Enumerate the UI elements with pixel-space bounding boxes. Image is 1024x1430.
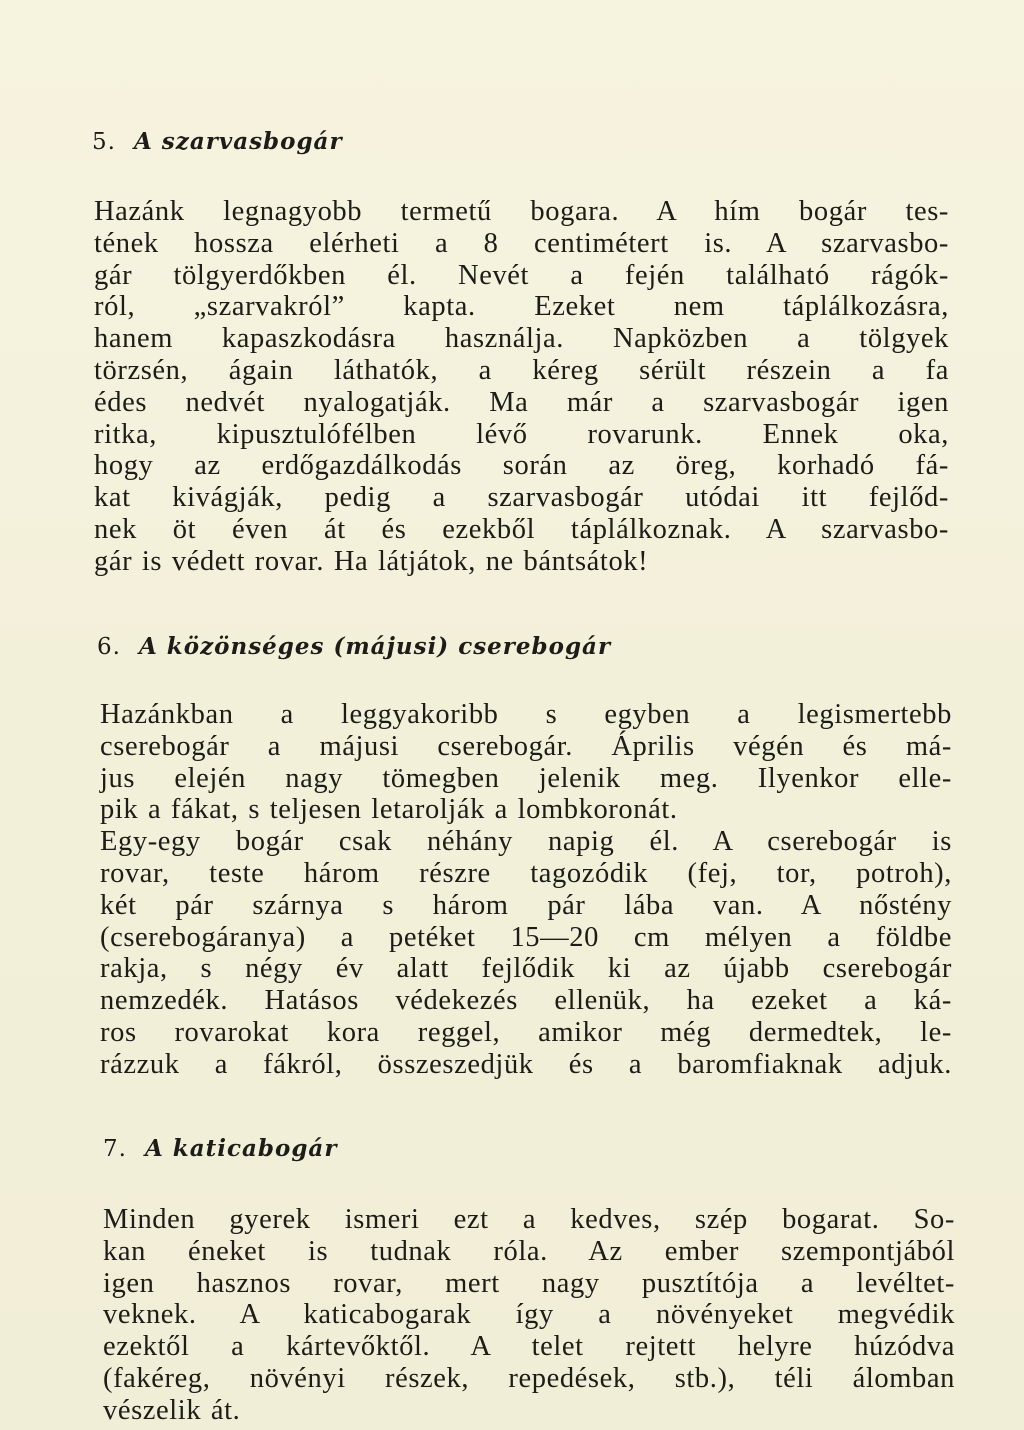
body-line: ritka, kipusztulófélben lévő rovarunk. Ennek oka, bbox=[94, 418, 949, 450]
body-line: ros rovarokat kora reggel, amikor még dermedtek, le- bbox=[100, 1016, 952, 1048]
section-body bbox=[94, 196, 949, 578]
body-line: gár tölgyerdőkben él. Nevét a fején található rágók- bbox=[94, 259, 949, 291]
body-line: nek öt éven át és ezekből táplálkoznak. A szarvasbo- bbox=[94, 513, 949, 545]
body-line: Minden gyerek ismeri ezt a kedves, szép bogarat. So- bbox=[103, 1204, 955, 1235]
body-line: ezektől a kártevőktől. A telet rejtett helyre húzódva bbox=[103, 1331, 955, 1363]
body-line: hanem kapaszkodásra használja. Napközben a tölgyek bbox=[94, 323, 949, 355]
section-title: A katicabogár bbox=[144, 1135, 338, 1162]
body-line: kat kivágják, pedig a szarvasbogár utódai itt fejlőd- bbox=[94, 482, 949, 514]
body-line: (cserebogáranya) a petéket 15—20 cm mélyen a földbe bbox=[100, 921, 952, 953]
section-number: 5. bbox=[92, 129, 116, 155]
body-line: nemzedék. Hatásos védekezés ellenük, ha ezeket a ká- bbox=[100, 985, 952, 1017]
body-line: rázzuk a fákról, összeszedjük és a baromfiaknak adjuk. bbox=[100, 1048, 952, 1080]
body-line: gár is védett rovar. Ha látjátok, ne bántsátok! bbox=[94, 545, 649, 577]
section-number: 7. bbox=[103, 1136, 127, 1162]
body-line: törzsén, ágain láthatók, a kéreg sérült részein a fa bbox=[94, 354, 949, 386]
body-line: vészelik át. bbox=[103, 1394, 241, 1426]
section-title: A közönséges (májusi) cserebogár bbox=[138, 633, 612, 660]
section-body bbox=[100, 699, 952, 1081]
body-line: Hazánkban a leggyakoribb s egyben a legismertebb bbox=[100, 699, 952, 730]
body-line: Hazánk legnagyobb termetű bogara. A hím bogár tes- bbox=[94, 196, 949, 227]
body-line: veknek. A katicabogarak így a növényeket megvédik bbox=[103, 1299, 955, 1331]
body-line: két pár szárnya s három pár lába van. A nőstény bbox=[100, 889, 952, 921]
body-line: (fakéreg, növényi részek, repedések, stb.), téli álomban bbox=[103, 1362, 955, 1394]
section-szarvasbogar bbox=[92, 128, 952, 577]
section-heading bbox=[103, 1135, 963, 1162]
body-line: kan éneket is tudnak róla. Az ember szempontjából bbox=[103, 1235, 955, 1267]
body-line: igen hasznos rovar, mert nagy pusztítója a levéltet- bbox=[103, 1267, 955, 1299]
section-katicabogar bbox=[103, 1135, 963, 1426]
body-line: édes nedvét nyalogatják. Ma már a szarvasbogár igen bbox=[94, 386, 949, 418]
body-line: jus elején nagy tömegben jelenik meg. Ilyenkor elle- bbox=[100, 762, 952, 794]
section-title: A szarvasbogár bbox=[133, 128, 343, 155]
body-line: ról, „szarvakról” kapta. Ezeket nem táplálkozásra, bbox=[94, 291, 949, 323]
section-heading bbox=[97, 633, 957, 660]
section-body bbox=[103, 1204, 955, 1427]
body-line: rovar, teste három részre tagozódik (fej, tor, potroh), bbox=[100, 857, 952, 889]
body-line: hogy az erdőgazdálkodás során az öreg, korhadó fá- bbox=[94, 450, 949, 482]
body-line: cserebogár a májusi cserebogár. Április végén és má- bbox=[100, 730, 952, 762]
body-line: pik a fákat, s teljesen letarolják a lombkoronát. bbox=[100, 794, 678, 826]
section-number: 6. bbox=[97, 634, 121, 660]
body-line: Egy-egy bogár csak néhány napig él. A cserebogár is bbox=[100, 826, 952, 858]
body-line: tének hossza elérheti a 8 centimétert is. A szarvasbo- bbox=[94, 227, 949, 259]
section-heading bbox=[92, 128, 952, 155]
section-cserebogar bbox=[97, 633, 957, 1080]
body-line: rakja, s négy év alatt fejlődik ki az újabb cserebogár bbox=[100, 953, 952, 985]
